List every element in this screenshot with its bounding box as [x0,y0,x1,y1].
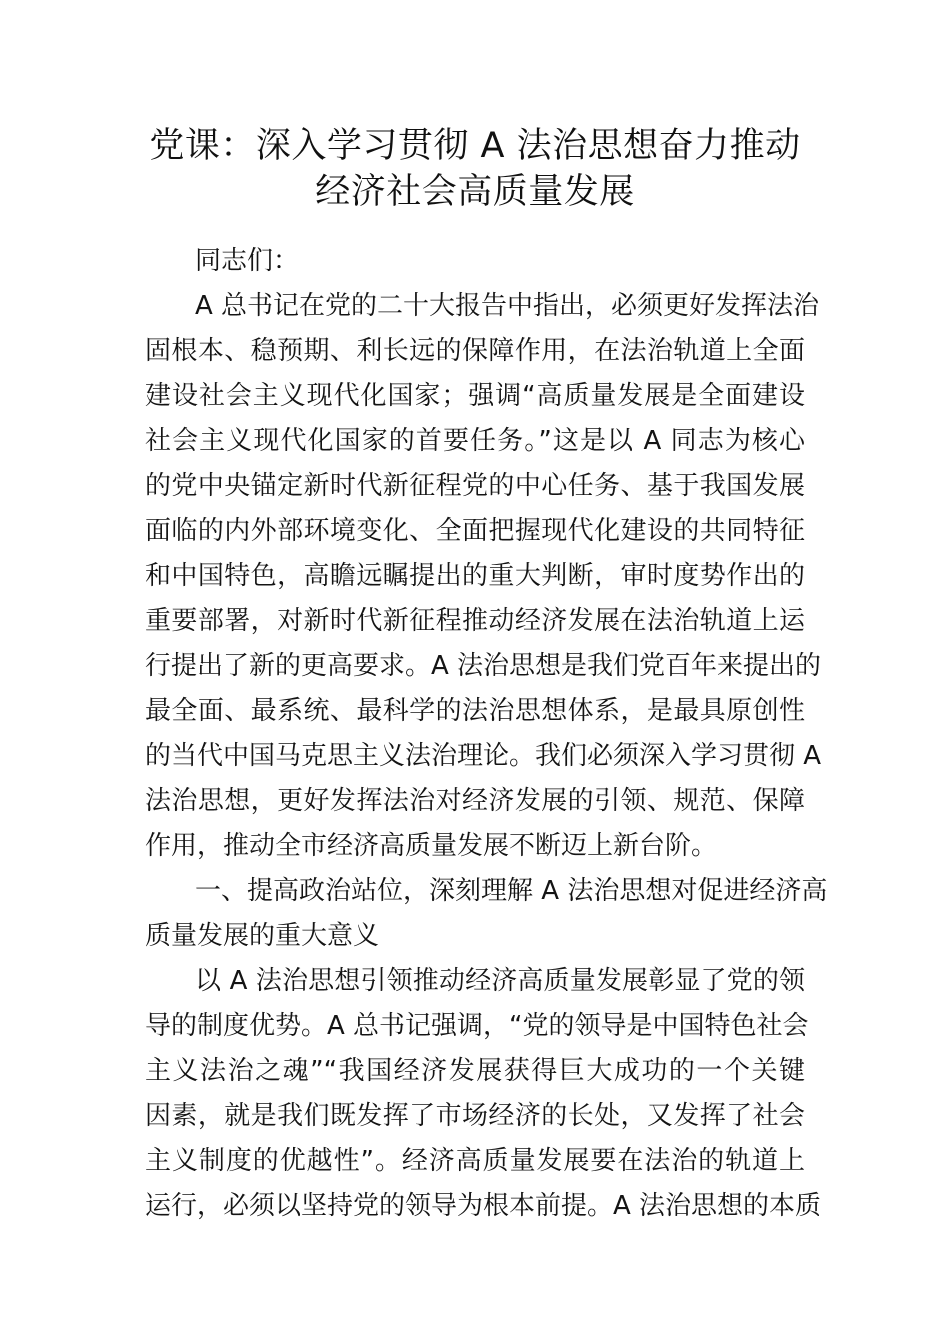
paragraph-line: 主义法治之魂”“我国经济发展获得巨大成功的一个关键 [145,1056,805,1086]
paragraph-line: 主义制度的优越性”。经济高质量发展要在法治的轨道上 [145,1146,805,1176]
paragraph-line: 法治思想，更好发挥法治对经济发展的引领、规范、保障 [145,786,805,816]
paragraph-line: 的党中央锚定新时代新征程党的中心任务、基于我国发展 [145,471,805,501]
paragraph-line: 的当代中国马克思主义法治理论。我们必须深入学习贯彻 A [145,741,822,771]
paragraph-line: 和中国特色，高瞻远瞩提出的重大判断，审时度势作出的 [145,561,805,591]
paragraph-line: 因素，就是我们既发挥了市场经济的长处，又发挥了社会 [145,1101,805,1131]
paragraph-line: 以 A 法治思想引领推动经济高质量发展彰显了党的领 [195,966,805,996]
paragraph-line: 导的制度优势。A 总书记强调，“党的领导是中国特色社会 [145,1011,809,1041]
paragraph-line: 行提出了新的更高要求。A 法治思想是我们党百年来提出的 [145,651,822,681]
section-heading-line: 质量发展的重大意义 [145,921,380,951]
paragraph-line: 面临的内外部环境变化、全面把握现代化建设的共同特征 [145,516,805,546]
salutation: 同志们： [195,246,300,276]
section-heading-line: 一、提高政治站位，深刻理解 A 法治思想对促进经济高 [195,876,828,906]
paragraph-line: 固根本、稳预期、利长远的保障作用，在法治轨道上全面 [145,336,805,366]
document-title-line-1: 党课：深入学习贯彻 A 法治思想奋力推动 [149,126,801,166]
paragraph-line: A 总书记在党的二十大报告中指出，必须更好发挥法治 [195,291,820,321]
paragraph-line: 运行，必须以坚持党的领导为根本前提。A 法治思想的本质 [145,1191,822,1221]
paragraph-line: 社会主义现代化国家的首要任务。”这是以 A 同志为核心 [145,426,805,456]
paragraph-line: 重要部署，对新时代新征程推动经济发展在法治轨道上运 [145,606,805,636]
paragraph-line: 最全面、最系统、最科学的法治思想体系，是最具原创性 [145,696,805,726]
paragraph-line: 作用，推动全市经济高质量发展不断迈上新台阶。 [145,831,718,861]
document-title-line-2: 经济社会高质量发展 [315,172,635,212]
paragraph-line: 建设社会主义现代化国家；强调“高质量发展是全面建设 [145,381,805,411]
